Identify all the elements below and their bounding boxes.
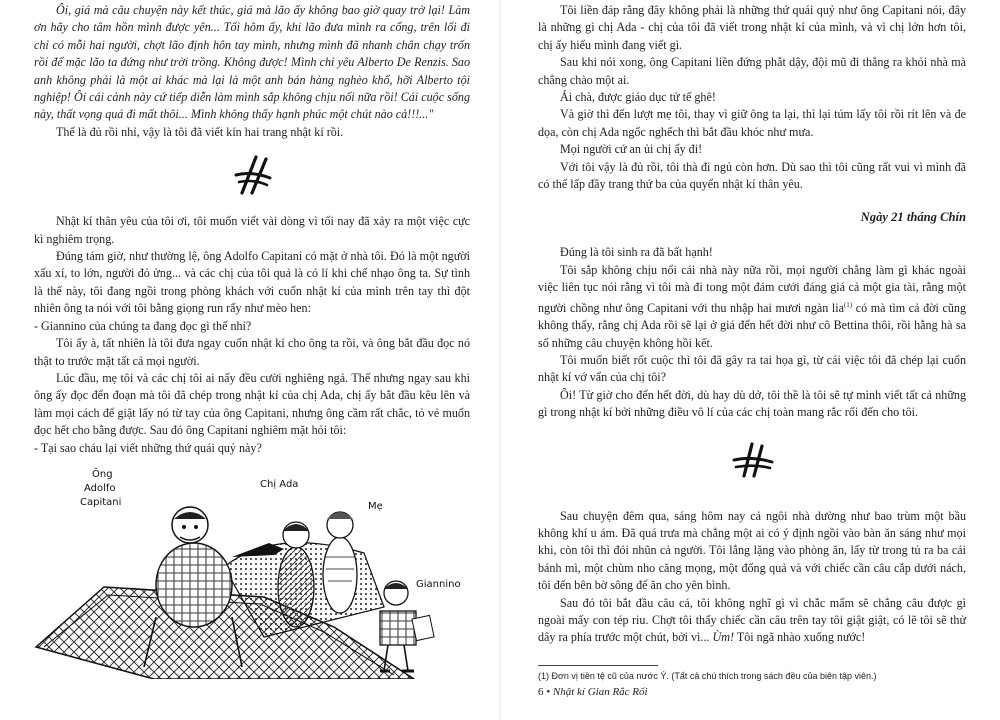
page-folio: 6 • Nhật kí Gian Rắc Rối [538, 686, 648, 698]
paragraph: Và giờ thì đến lượt mẹ tôi, thay vì giữ ông ta lại, thì lại túm lấy tôi rồi rít lên và đe dọa, còn chị Ada ngốc nghếch thì bắt đầu khóc như mưa. [538, 107, 966, 139]
label-chi-ada: Chị Ada [260, 478, 299, 490]
page-number: 6 [538, 686, 544, 698]
dialogue-line: - Giannino của chúng ta đang đọc gì thế nhỉ? [34, 318, 252, 333]
footnote-ref: (1) [843, 300, 853, 309]
paragraph: Ôi, giá mà câu chuyện này kết thúc, giá mà lão ấy không bao giờ quay trở lại! Làm ơn hãy cho tâm hồn mình được yên... Tối hôm ấy, khi lão đưa mình ra cổng, trên lối đi chỉ có mỗi hai người, chợt lão định hôn tay mình, nhưng mình đã nhanh chân chạy trốn rồi để mặc lão ta đứng như trời trồng. Không được! Mình chỉ yêu Alberto De Renzis. Sao anh không phải là một ai khác mà lại là một anh bán hàng nghèo khổ, hỡi Alberto tội nghiệp! Ôi cái cảnh này cứ tiếp diễn làm mình sắp không chịu nổi nữa rồi! Cái cuộc sống này, thất vọng quá đi mất thôi... Mình không thấy hạnh phúc một chút nào cả!!!..." [34, 3, 470, 122]
section-ornament-icon [222, 151, 282, 199]
text-run-emphasis: Ùm! [712, 630, 735, 645]
paragraph: Sau khi nói xong, ông Capitani liền đứng phắt dậy, đội mũ đi thẳng ra khỏi nhà mà chẳng chào một ai. [538, 55, 966, 87]
label-giannino: Giannino [416, 578, 461, 590]
paragraph: Đúng là tôi sinh ra đã bất hạnh! [560, 245, 713, 260]
paragraph [538, 262, 966, 352]
paragraph: Ôi! Từ giờ cho đến hết đời, dù hay dù dở, tôi thề là tôi sẽ tự mình viết tất cả những gì trong nhật kí bởi những điều vô lí của các chị toàn mang rắc rối đến cho tôi. [538, 387, 966, 420]
paragraph: Lúc đầu, mẹ tôi và các chị tôi ai nấy đều cười nghiêng ngả. Thế nhưng ngay sau khi ông ấy đọc đến đoạn mà tôi đã chép trong nhật kí của chị Ada, chị ấy bắt đầu kêu lên và làm mọi cách để giật lấy nó từ tay của ông Capitani, nhưng ông cầm rất chắc, tỏ vẻ muốn đọc hết cho bằng được. Sau đó ông Capitani nghiêm mặt hỏi tôi: [34, 370, 470, 438]
section-ornament-icon [722, 438, 782, 482]
footnote: (1) Đơn vị tiền tệ cũ của nước Ý. (Tất cả chú thích trong sách đều của biên tập viên.) [538, 670, 877, 681]
diary-date: Ngày 21 tháng Chín [860, 210, 966, 225]
paragraph: Mọi người cứ an ủi chị ấy đi! [560, 142, 703, 157]
text-run: Tôi ngã nhào xuống nước! [734, 630, 866, 645]
family-illustration [34, 457, 470, 679]
paragraph: Với tôi vậy là đủ rồi, tôi thà đi ngủ còn hơn. Dù sao thì tôi cũng rất vui vì mình đã có thể lấp đầy trang thứ ba của quyển nhật kí thân yêu. [538, 159, 966, 192]
label-ong: Ông [92, 468, 113, 480]
footnote-rule [538, 665, 658, 666]
text-run: có mà tìm cả đời cũng không thấy, rằng chị Ada rồi sẽ lại ở giá đến hết đời như cô Bettina thôi, rồi hằng hà sa số những câu chuyện không hồi kết. [538, 300, 966, 350]
text-run: Tôi sắp không chịu nổi cái nhà này nữa rồi, mọi người chẳng làm gì khác ngoài việc liên tục nói rằng vì tôi mà đi tong một đám cưới đáng giá cả một gia tài, rằng một người chồng như ông Capitani với thu nhập hai mươi ngàn lia [538, 262, 966, 315]
paragraph: Nhật kí thân yêu của tôi ơi, tôi muốn viết vài dòng vì tối nay đã xảy ra một việc cực kì nghiêm trọng. [34, 214, 470, 246]
label-adolfo: Adolfo [84, 482, 116, 494]
paragraph: Đúng tám giờ, như thường lệ, ông Adolfo Capitani có mặt ở nhà tôi. Đó là một người xấu xí, to lớn, người đỏ ửng... và các chị của tôi quả là có lí khi chế nhạo ông ta. Sự tình là thế này, tôi đang ngồi trong phòng khách với cuốn nhật kí của mình trên tay thì đột nhiên ông ta nói với tôi bằng giọng run rẩy như mèo hen: [34, 249, 470, 316]
paragraph: Sau chuyện đêm qua, sáng hôm nay cả ngôi nhà dường như bao trùm một bầu không khí u ám. Đã quá trưa mà chẳng một ai có ý định ngồi vào bàn ăn sáng như mọi khi, còn tôi thì đói nhũn cả người. Tôi lẳng lặng vào phòng ăn, lấy từ trong tủ ra ba cái bánh mì, một chùm nho căng mọng, một đống quả và với chiếc cần câu cắp dưới nách, tôi đến bên bờ sông để ăn cho yên bình. [538, 508, 966, 593]
book-title: Nhật kí Gian Rắc Rối [552, 686, 648, 698]
label-capitani: Capitani [80, 496, 122, 508]
text-run: Sau đó tôi bắt đầu câu cá, tôi không nghĩ gì vì chắc mẩm sẽ chẳng câu được gì ngoài mấy con tép riu. Chợt tôi thấy chiếc cần câu trên tay tôi giật giật, có lẽ tôi sẽ thử dây ra phía trước một chút, bởi vì... [538, 595, 966, 645]
paragraph: Tôi liền đáp rằng đây không phải là những thứ quái quỷ như ông Capitani nói, đây là những gì chị Ada - chị của tôi đã viết trong nhật kí của mình, và vì chị lớn hơn tôi, chị ấy hiểu mình đang viết gì. [538, 3, 966, 52]
paragraph: Tôi muốn biết rốt cuộc thì tôi đã gây ra tai họa gì, từ cái việc tôi đã chép lại cuốn nhật kí vớ vẩn của chị tôi? [538, 352, 966, 385]
paragraph: Thế là đủ rồi nhỉ, vậy là tôi đã viết kín hai trang nhật kí rồi. [56, 124, 344, 139]
paragraph [538, 595, 966, 647]
label-me: Mẹ [368, 500, 383, 512]
paragraph: Tôi ấy à, tất nhiên là tôi đưa ngay cuốn nhật kí cho ông ta rồi, và ông bắt đầu đọc nó thật to trước mặt tất cả mọi người. [34, 336, 470, 368]
dialogue-line: - Tại sao cháu lại viết những thứ quái quỷ này? [34, 440, 262, 455]
right-page [500, 0, 1000, 720]
paragraph: Ái chà, được giáo dục tử tế ghê! [560, 90, 716, 105]
